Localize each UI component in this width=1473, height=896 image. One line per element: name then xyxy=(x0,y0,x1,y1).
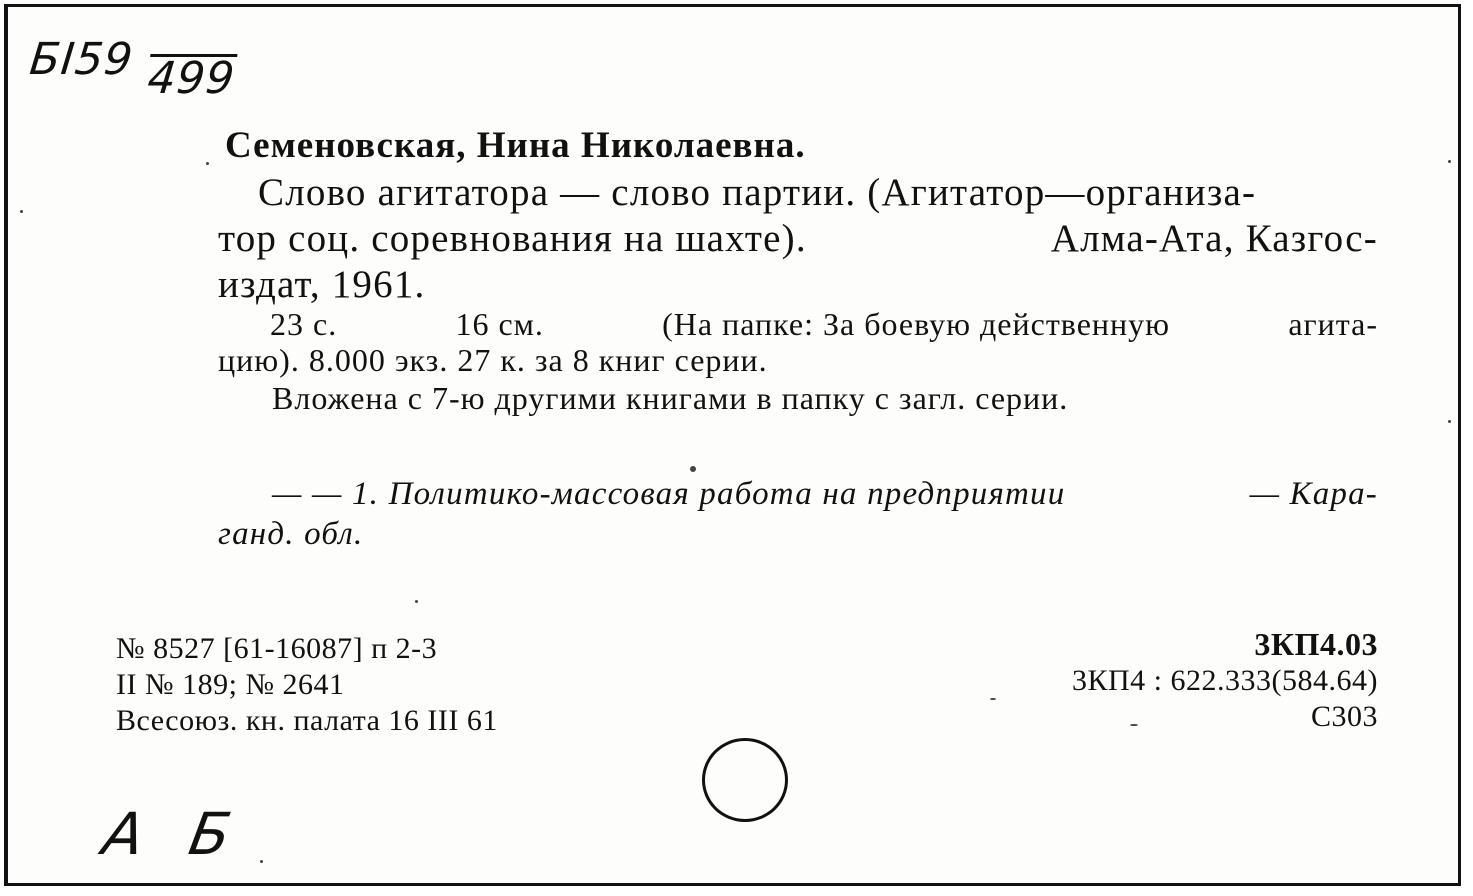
subject-heading-cont: — Кара- xyxy=(1249,476,1378,512)
speck xyxy=(1448,420,1451,423)
subject-line-1 xyxy=(272,476,1378,513)
title-line-3 xyxy=(218,262,1378,307)
footer-left-1: № 8527 [61-16087] п 2-3 xyxy=(116,632,438,665)
pages: 23 с. xyxy=(270,306,338,342)
title-line-2-a: тор соц. соревнования на шахте). xyxy=(218,217,807,260)
size: 16 см. xyxy=(455,306,544,342)
physical-line-1 xyxy=(270,306,1378,343)
classification-main: 3КП4.03 xyxy=(1254,626,1378,662)
speck xyxy=(1448,160,1451,163)
author-heading: Семеновская, Нина Николаевна. xyxy=(225,125,806,166)
speck xyxy=(415,600,418,603)
subject-heading: — — 1. Политико-массовая работа на предприятии xyxy=(272,476,1066,512)
folder-note-cont: агита- xyxy=(1288,306,1378,342)
handwritten-call-number: БI59 xyxy=(27,34,136,85)
title-line-3-text: издат, 1961. xyxy=(218,263,426,306)
note-line: Вложена с 7-ю другими книгами в папку с загл. серии. xyxy=(272,380,1069,416)
speck xyxy=(690,466,696,472)
handwritten-call-number-sub: 499 xyxy=(145,53,238,104)
title-line-2-b: Алма-Ата, Казгос- xyxy=(1050,217,1378,260)
title-line-2 xyxy=(218,216,1378,261)
folder-note: (На папке: За боевую действенную xyxy=(662,306,1171,342)
title-line-1-text: Слово агитатора — слово партии. (Агитатор—организа- xyxy=(258,171,1257,214)
footer-left-3: Всесоюз. кн. палата 16 III 61 xyxy=(116,704,498,737)
speck xyxy=(260,860,263,863)
footer-left-2: II № 189; № 2641 xyxy=(116,668,345,701)
classification-code: С303 xyxy=(1310,700,1378,733)
classification-detail: 3КП4 : 622.333(584.64) xyxy=(1072,664,1378,697)
handwritten-stamp: А Б xyxy=(98,800,250,868)
title-line-1 xyxy=(258,170,1378,215)
speck xyxy=(990,698,996,700)
speck xyxy=(206,162,209,165)
speck xyxy=(1130,724,1138,726)
subject-line-2: ганд. обл. xyxy=(218,516,364,552)
punch-hole xyxy=(702,738,788,822)
speck xyxy=(20,210,23,213)
physical-line-2: цию). 8.000 экз. 27 к. за 8 книг серии. xyxy=(218,342,768,378)
